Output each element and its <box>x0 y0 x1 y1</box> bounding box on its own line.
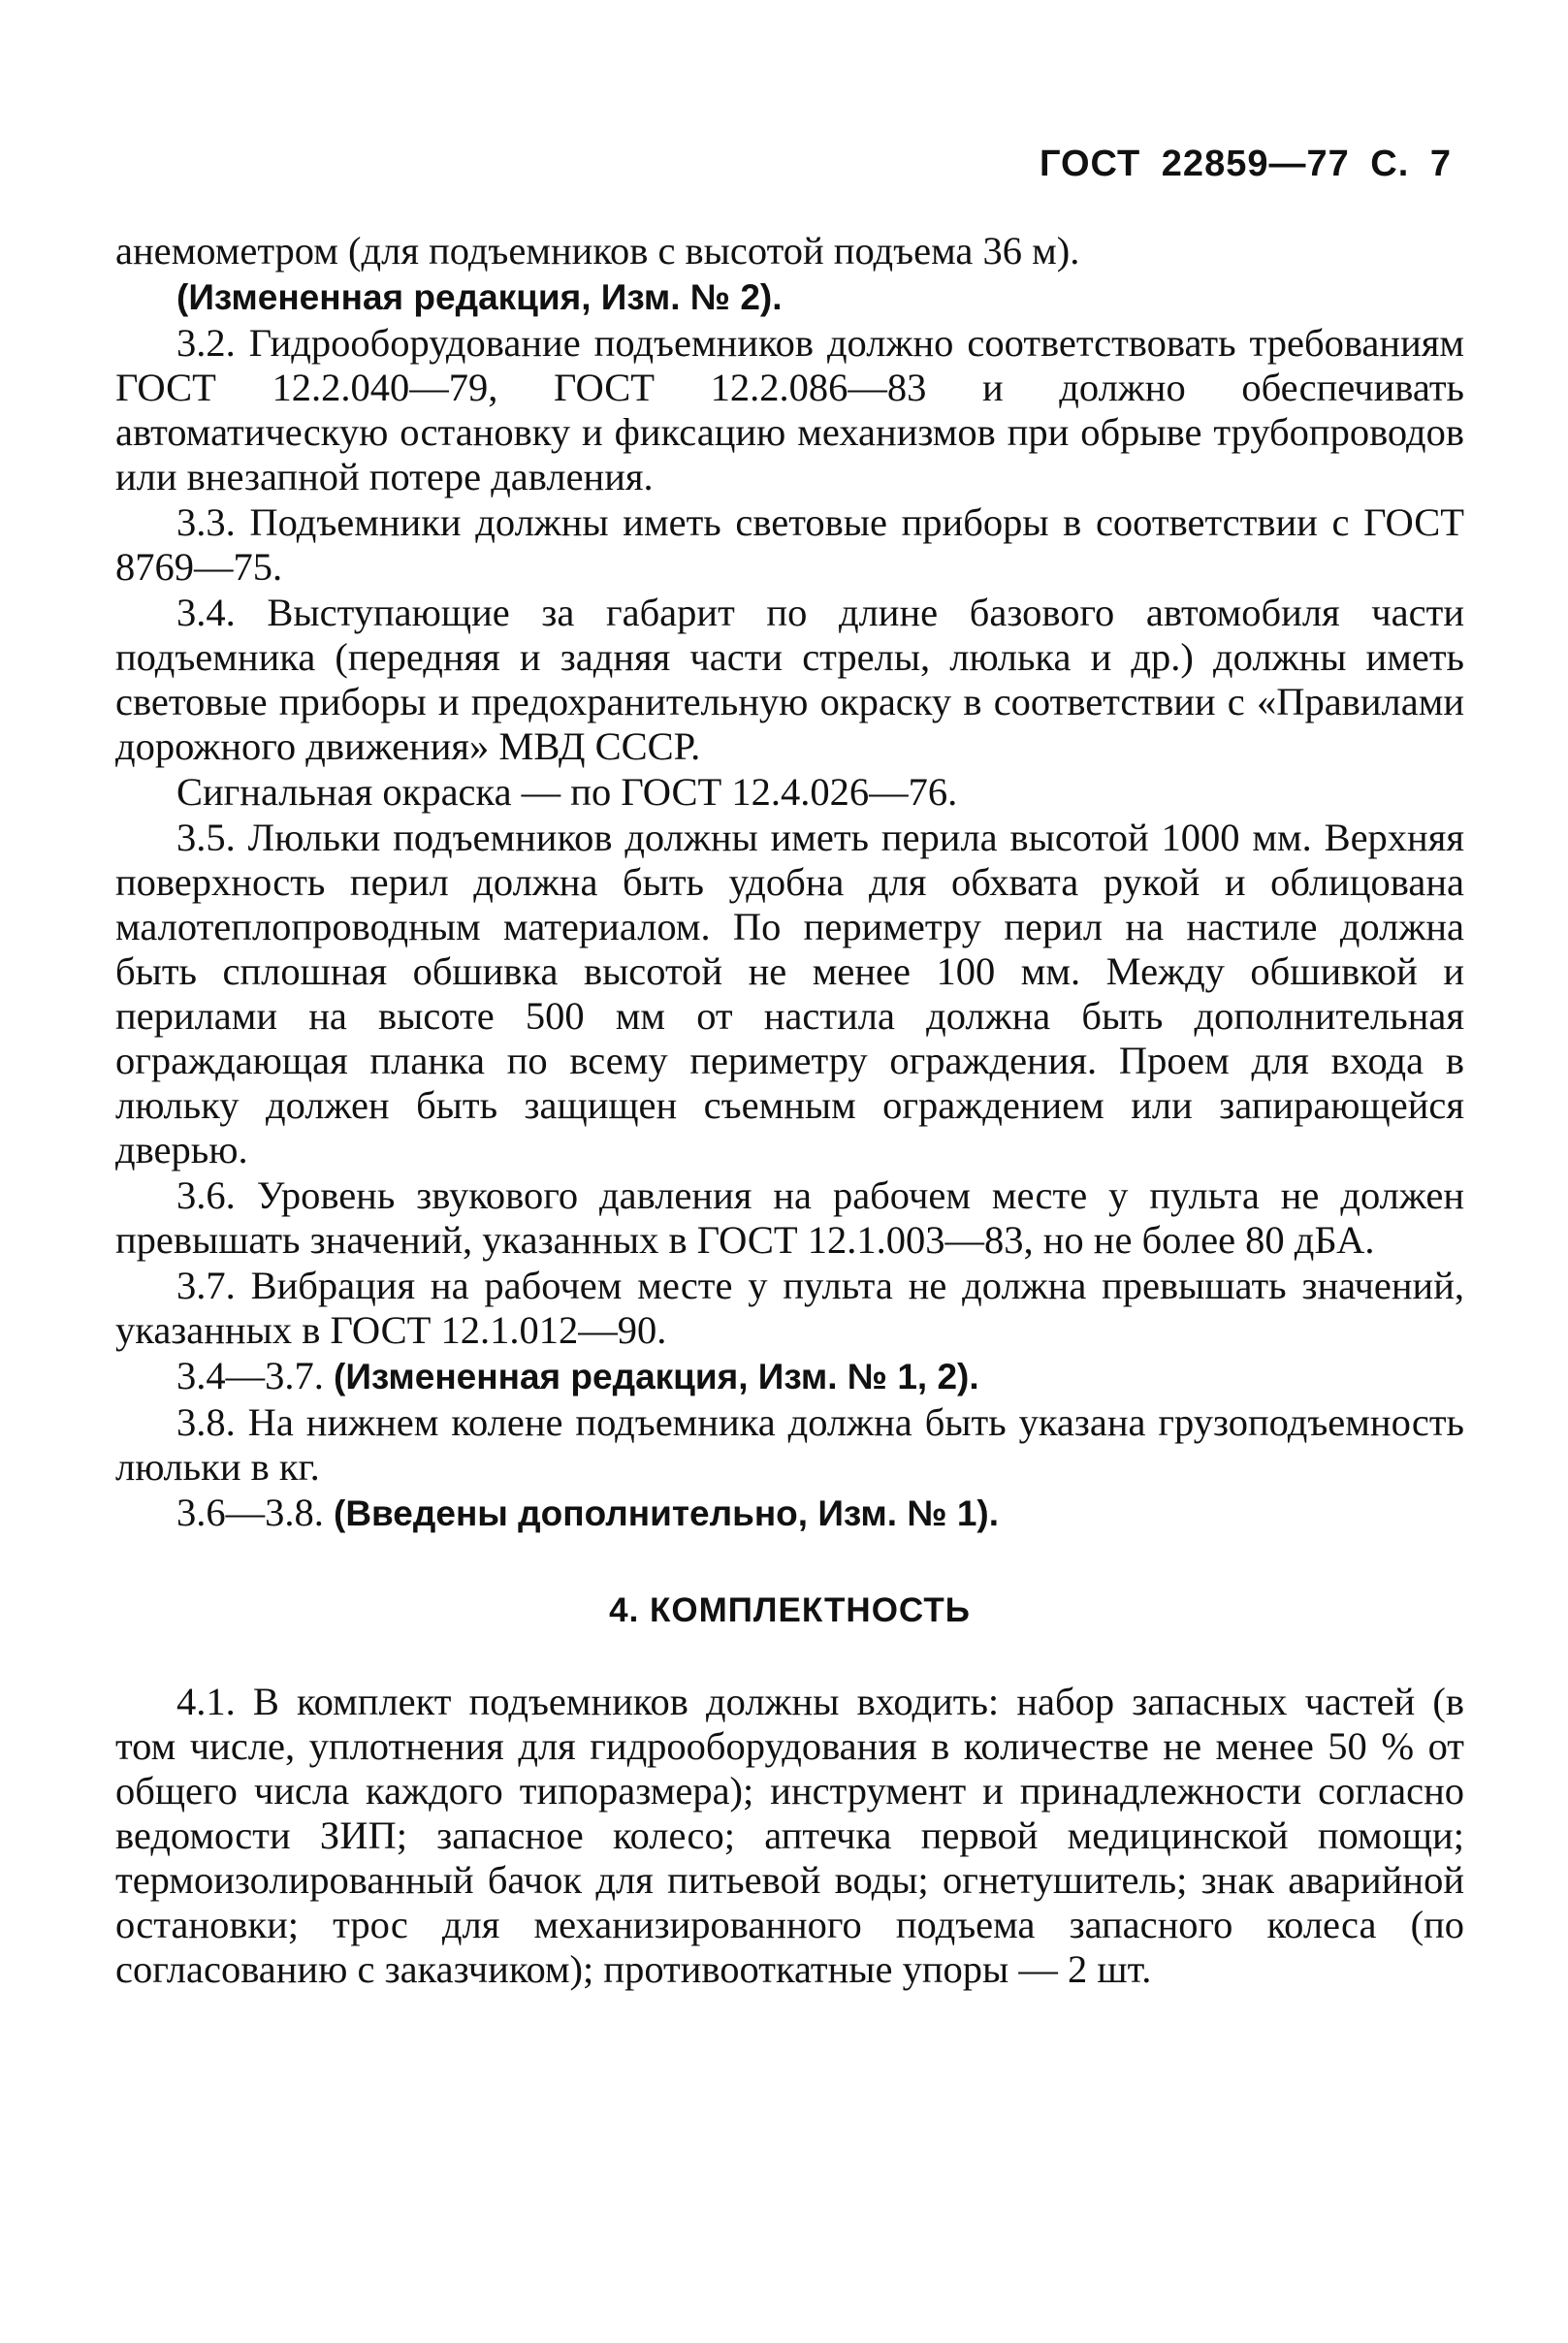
clause-3-6: 3.6. Уровень звукового давления на рабочем месте у пульта не должен превышать значений, указанных в ГОСТ 12.1.003—83, но не более 80 дБА. <box>115 1173 1464 1262</box>
clause-3-7: 3.7. Вибрация на рабочем месте у пульта не должна превышать значений, указанных в ГОСТ 12.1.012—90. <box>115 1264 1464 1352</box>
page-header: ГОСТ 22859—77 С. 7 <box>1039 144 1452 184</box>
amendment-prefix: 3.6—3.8. <box>176 1491 324 1534</box>
clause-3-5: 3.5. Люльки подъемников должны иметь перила высотой 1000 мм. Верхняя поверхность перил должна быть удобна для обхвата рукой и облицована малотеплопроводным материалом. По периметру перил на настиле должна быть сплошная обшивка высотой не менее 100 мм. Между обшивкой и перилами на высоте 500 мм от настила должна быть дополнительная ограждающая планка по всему периметру ограждения. Проем для входа в люльку должен быть защищен съемным ограждением или запирающейся дверью. <box>115 816 1464 1172</box>
amendment-note-text: (Измененная редакция, Изм. № 2). <box>176 277 783 317</box>
amendment-note-text: (Введены дополнительно, Изм. № 1). <box>334 1493 1000 1533</box>
document-body <box>115 229 1464 1992</box>
clause-3-4: 3.4. Выступающие за габарит по длине базового автомобиля части подъемника (передняя и задняя части стрелы, люлька и др.) должны иметь световые приборы и предохранительную окраску в соответствии с «Правилами дорожного движения» МВД СССР. <box>115 591 1464 768</box>
clause-3-2: 3.2. Гидрооборудование подъемников должно соответствовать требованиям ГОСТ 12.2.040—79, ГОСТ 12.2.086—83 и должно обеспечивать автоматическую остановку и фиксацию механизмов при обрыве трубопроводов или внезапной потере давления. <box>115 321 1464 498</box>
paragraph-continuation: анемометром (для подъемников с высотой подъема 36 м). <box>115 229 1080 273</box>
amendment-prefix: 3.4—3.7. <box>176 1354 324 1397</box>
clause-3-4-signal: Сигнальная окраска — по ГОСТ 12.4.026—76. <box>176 770 958 814</box>
clause-3-8: 3.8. На нижнем колене подъемника должна быть указана грузоподъемность люльки в кг. <box>115 1400 1464 1489</box>
clause-4-1: 4.1. В комплект подъемников должны входить: набор запасных частей (в том числе, уплотнения для гидрооборудования в количестве не менее 50 % от общего числа каждого типоразмера); инструмент и принадлежности согласно ведомости ЗИП; запасное колесо; аптечка первой медицинской помощи; термоизолированный бачок для питьевой воды; огнетушитель; знак аварийной остановки; трос для механизированного подъема запасного колеса (по согласованию с заказчиком); противооткатные упоры — 2 шт. <box>115 1680 1464 1991</box>
amendment-note-text: (Измененная редакция, Изм. № 1, 2). <box>334 1357 979 1396</box>
amendment-note <box>115 274 1464 320</box>
amendment-note-3-4-3-7 <box>115 1354 1464 1399</box>
section-title: 4. КОМПЛЕКТНОСТЬ <box>609 1591 971 1629</box>
clause-3-3: 3.3. Подъемники должны иметь световые приборы в соответствии с ГОСТ 8769—75. <box>115 500 1464 589</box>
amendment-note-3-6-3-8 <box>115 1491 1464 1536</box>
